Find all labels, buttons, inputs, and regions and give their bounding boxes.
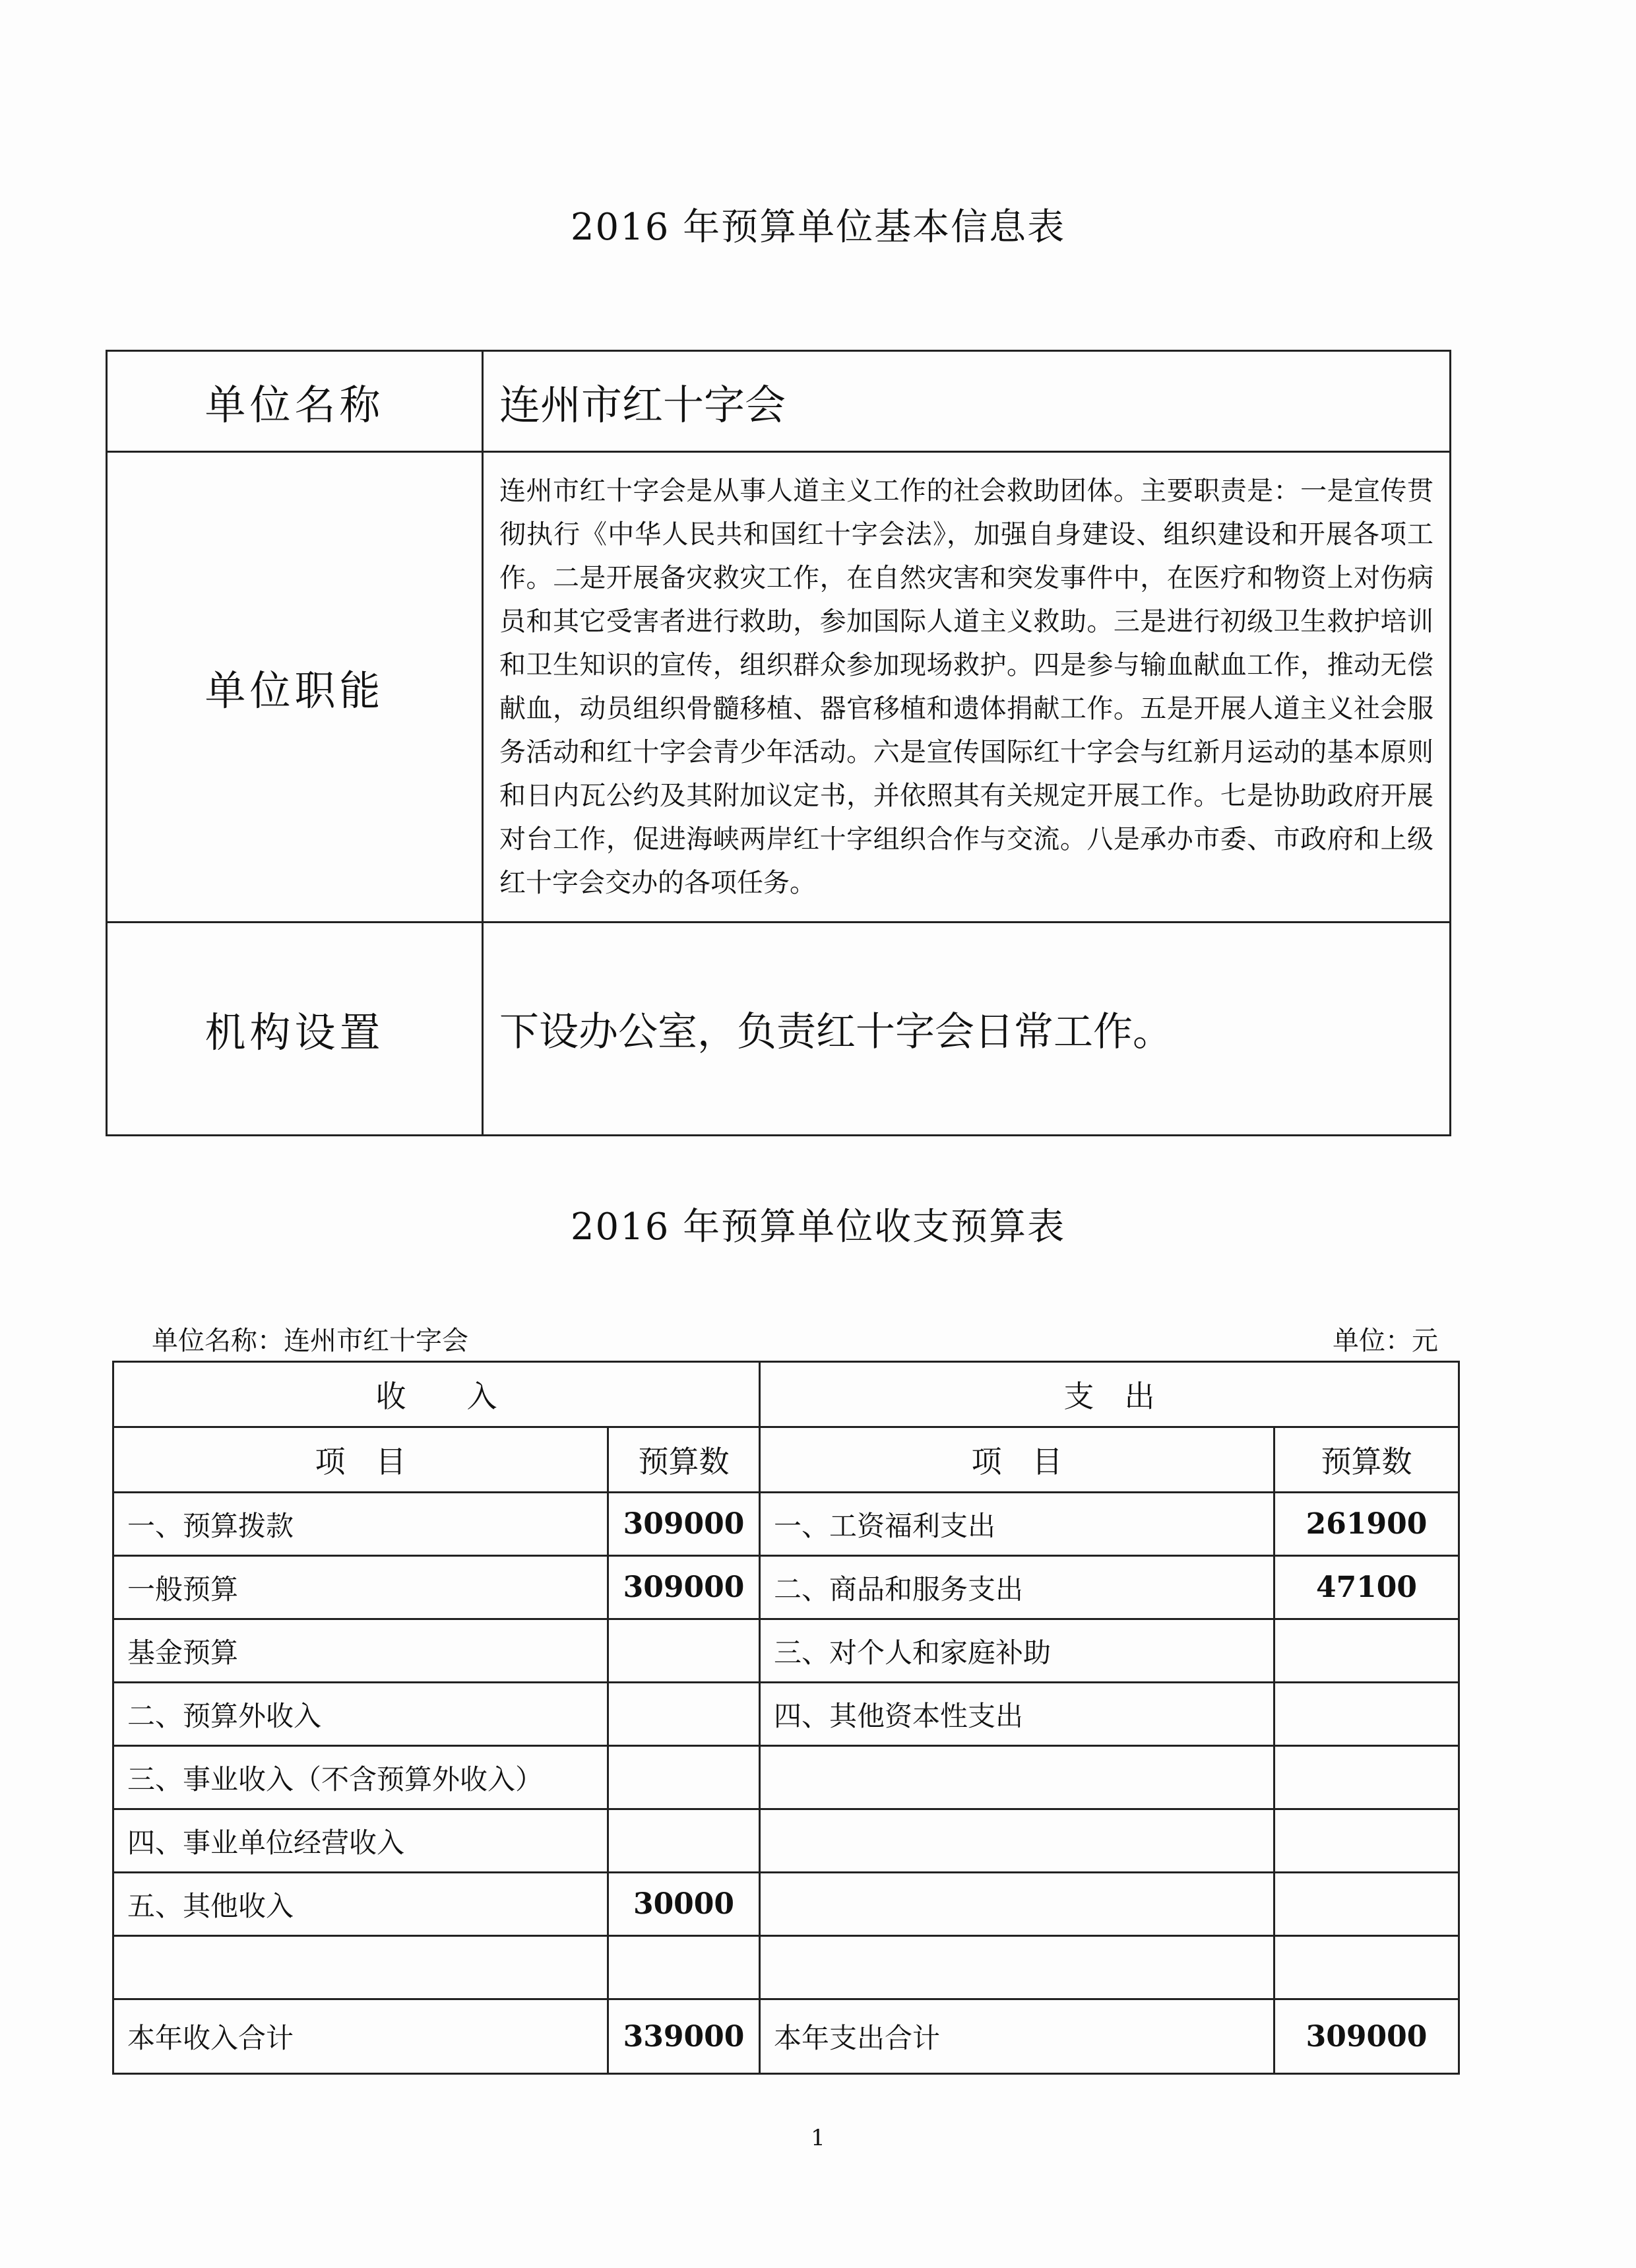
budget-row [113,1873,1459,1936]
income-item-cell: 三、事业收入（不含预算外收入） [113,1746,608,1809]
income-item-cell: 二、预算外收入 [113,1683,608,1746]
org-setup-row [107,923,1451,1136]
income-amount-cell [608,1619,760,1683]
income-amount-cell: 309000 [608,1556,760,1619]
expense-item-cell: 二、商品和服务支出 [760,1556,1274,1619]
expense-item-header: 项 目 [760,1427,1274,1493]
expense-amount-cell [1274,1746,1459,1809]
income-amount-cell [608,1809,760,1873]
budget-total-row [113,1999,1459,2074]
expense-amount-cell [1274,1873,1459,1936]
income-item-cell: 五、其他收入 [113,1873,608,1936]
income-total-label: 本年收入合计 [113,1999,608,2074]
expense-item-cell [760,1873,1274,1936]
income-item-cell: 一、预算拨款 [113,1493,608,1556]
expense-amount-cell [1274,1683,1459,1746]
expense-item-cell: 一、工资福利支出 [760,1493,1274,1556]
income-amount-cell [608,1746,760,1809]
income-amount-cell: 30000 [608,1873,760,1936]
expense-item-cell: 三、对个人和家庭补助 [760,1619,1274,1683]
expense-amount-header: 预算数 [1274,1427,1459,1493]
income-amount-header: 预算数 [608,1427,760,1493]
budget-currency-unit: 单位：元 [1333,1326,1438,1356]
budget-row [113,1809,1459,1873]
income-item-cell [113,1936,608,1999]
income-amount-cell [608,1936,760,1999]
income-amount-cell: 309000 [608,1493,760,1556]
income-item-cell: 基金预算 [113,1619,608,1683]
budget-row [113,1556,1459,1619]
budget-row [113,1683,1459,1746]
income-item-cell: 一般预算 [113,1556,608,1619]
unit-duty-value: 连州市红十字会是从事人道主义工作的社会救助团体。主要职责是：一是宣传贯彻执行《中华人民共和国红十字会法》，加强自身建设、组织建设和开展各项工作。二是开展备灾救灾工作，在自然灾害和突发事件中，在医疗和物资上对伤病员和其它受害者进行救助，参加国际人道主义救助。三是进行初级卫生救护培训和卫生知识的宣传，组织群众参加现场救护。四是参与输血献血工作，推动无偿献血，动员组织骨髓移植、器官移植和遗体捐献工作。五是开展人道主义社会服务活动和红十字会青少年活动。六是宣传国际红十字会与红新月运动的基本原则和日内瓦公约及其附加议定书，并依照其有关规定开展工作。七是协助政府开展对台工作，促进海峡两岸红十字组织合作与交流。八是承办市委、市政府和上级红十字会交办的各项任务。 [483,452,1451,923]
budget-row [113,1746,1459,1809]
unit-name-value: 连州市红十字会 [483,351,1451,452]
unit-duty-row [107,452,1451,923]
expense-item-cell: 四、其他资本性支出 [760,1683,1274,1746]
org-setup-label: 机构设置 [107,923,483,1136]
budget-row [113,1936,1459,1999]
expense-amount-cell [1274,1936,1459,1999]
budget-header-row [113,1362,1459,1427]
budget-row [113,1493,1459,1556]
income-item-cell: 四、事业单位经营收入 [113,1809,608,1873]
expense-amount-cell: 47100 [1274,1556,1459,1619]
budget-subheader-row [113,1427,1459,1493]
expense-total-label: 本年支出合计 [760,1999,1274,2074]
unit-name-row [107,351,1451,452]
income-total-amount: 339000 [608,1999,760,2074]
unit-duty-label: 单位职能 [107,452,483,923]
budget-unit-name: 单位名称：连州市红十字会 [152,1326,468,1356]
info-table-title: 2016 年预算单位基本信息表 [570,206,1066,249]
expense-item-cell [760,1936,1274,1999]
org-setup-value: 下设办公室，负责红十字会日常工作。 [483,923,1451,1136]
expense-amount-cell [1274,1809,1459,1873]
income-amount-cell [608,1683,760,1746]
expense-amount-cell: 261900 [1274,1493,1459,1556]
unit-info-table [106,350,1451,1136]
budget-table-title: 2016 年预算单位收支预算表 [570,1206,1066,1248]
page-number: 1 [811,2125,825,2151]
expense-item-cell [760,1746,1274,1809]
budget-table [112,1361,1460,2075]
expense-item-cell [760,1809,1274,1873]
income-header: 收 入 [113,1362,760,1427]
expense-header: 支 出 [760,1362,1459,1427]
unit-name-label: 单位名称 [107,351,483,452]
budget-row [113,1619,1459,1683]
income-item-header: 项 目 [113,1427,608,1493]
expense-total-amount: 309000 [1274,1999,1459,2074]
expense-amount-cell [1274,1619,1459,1683]
budget-rows [113,1493,1459,1999]
